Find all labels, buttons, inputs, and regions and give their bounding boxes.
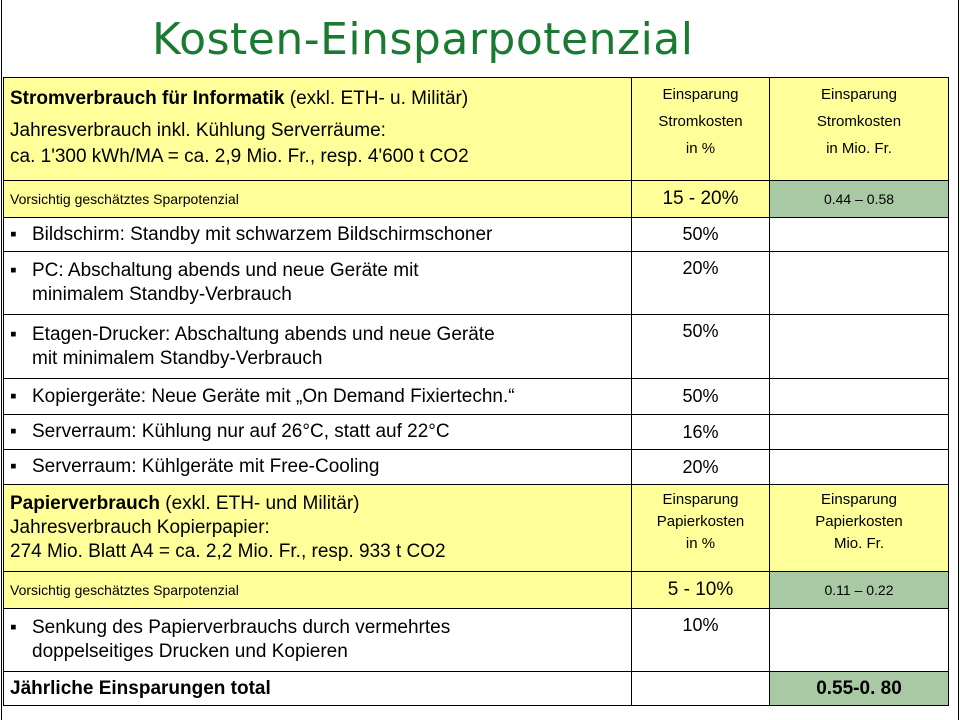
strom-heading-cell [4, 78, 632, 181]
item-line: Serverraum: Kühlung nur auf 26°C, statt auf 22°C [32, 421, 450, 442]
papier-heading-cell [4, 485, 632, 572]
total-row [4, 672, 949, 706]
strom-estimate-range: 0.44 – 0.58 [770, 181, 949, 218]
empty-cell [770, 315, 949, 379]
papier-header-row [4, 485, 949, 572]
strom-heading-rest: (exkl. ETH- u. Militär) [284, 88, 469, 109]
page-title: Kosten-Einsparpotenzial [152, 14, 694, 65]
col3-head-line: Papierkosten [815, 513, 903, 530]
table-row [4, 315, 949, 379]
empty-cell [770, 379, 949, 415]
item-value: 16% [632, 415, 770, 450]
item-text [4, 218, 632, 252]
table-row [4, 218, 949, 252]
col3-head-line: Einsparung [821, 86, 897, 103]
item-text [4, 609, 632, 672]
papier-line1: Jahresverbrauch Kopierpapier: [10, 517, 270, 538]
papier-estimate-pct: 5 - 10% [632, 572, 770, 609]
item-text [4, 315, 632, 379]
empty-cell [770, 218, 949, 252]
item-line: mit minimalem Standby-Verbrauch [32, 347, 323, 369]
bullet-icon: ▪ [10, 617, 17, 638]
table-row [4, 379, 949, 415]
col2-head-line: in % [685, 140, 716, 157]
right-border [958, 0, 959, 720]
strom-col2-head [632, 78, 770, 181]
col2-head-line: Papierkosten [656, 513, 745, 530]
papier-estimate-label: Vorsichtig geschätztes Sparpotenzial [4, 572, 632, 609]
item-text [4, 252, 632, 315]
papier-estimate-row [4, 572, 949, 609]
empty-cell [632, 672, 770, 706]
col2-head-line: Einsparung [662, 491, 739, 508]
item-line: minimalem Standby-Verbrauch [32, 284, 292, 305]
papier-estimate-range: 0.11 – 0.22 [770, 572, 949, 609]
strom-line1: Jahresverbrauch inkl. Kühlung Serverräume: [10, 120, 386, 141]
table-row [4, 252, 949, 315]
bullet-icon: ▪ [10, 223, 17, 245]
table-row [4, 609, 949, 672]
table-row [4, 415, 949, 450]
empty-cell [770, 609, 949, 672]
bullet-icon: ▪ [10, 385, 17, 407]
col3-head-line: Einsparung [821, 491, 897, 508]
papier-line2: 274 Mio. Blatt A4 = ca. 2,2 Mio. Fr., resp. 933 t CO2 [10, 541, 446, 562]
strom-estimate-label: Vorsichtig geschätztes Sparpotenzial [4, 181, 632, 218]
item-value: 50% [632, 379, 770, 415]
bullet-icon: ▪ [10, 323, 17, 345]
papier-col3-head [770, 485, 949, 572]
col3-head-line: in Mio. Fr. [826, 140, 892, 157]
item-text [4, 450, 632, 485]
col2-head-line: Stromkosten [658, 113, 743, 130]
col3-head-line: Mio. Fr. [833, 535, 884, 552]
item-line: Senkung des Papierverbrauchs durch vermehrtes [32, 617, 451, 638]
item-value: 50% [632, 315, 770, 379]
left-border [1, 0, 2, 720]
item-value: 50% [632, 218, 770, 252]
bullet-icon: ▪ [10, 456, 17, 477]
col3-head-line: Stromkosten [816, 113, 902, 130]
savings-table [3, 77, 949, 706]
item-line: doppelseitiges Drucken und Kopieren [32, 641, 348, 662]
col2-head-line: Einsparung [662, 86, 739, 103]
strom-line2: ca. 1'300 kWh/MA = ca. 2,9 Mio. Fr., resp. 4'600 t CO2 [10, 146, 469, 167]
empty-cell [770, 415, 949, 450]
item-line: Bildschirm: Standby mit schwarzem Bildschirmschoner [32, 223, 493, 245]
bullet-icon: ▪ [10, 421, 17, 442]
empty-cell [770, 252, 949, 315]
papier-heading-rest: (exkl. ETH- und Militär) [159, 493, 360, 514]
item-value: 10% [632, 609, 770, 672]
item-line: Kopiergeräte: Neue Geräte mit „On Demand Fixiertechn.“ [32, 385, 515, 407]
empty-cell [770, 450, 949, 485]
total-value: 0.55-0. 80 [770, 672, 949, 706]
item-line: Etagen-Drucker: Abschaltung abends und neue Geräte [32, 323, 495, 345]
strom-header-row [4, 78, 949, 181]
papier-heading-bold: Papierverbrauch [10, 493, 160, 514]
strom-col3-head [770, 78, 949, 181]
item-line: PC: Abschaltung abends und neue Geräte mit [32, 260, 419, 281]
bullet-icon: ▪ [10, 260, 17, 281]
strom-estimate-row [4, 181, 949, 218]
papier-col2-head [632, 485, 770, 572]
total-label: Jährliche Einsparungen total [4, 672, 632, 706]
item-text [4, 415, 632, 450]
col2-head-line: in % [685, 535, 716, 552]
item-line: Serverraum: Kühlgeräte mit Free-Cooling [32, 456, 380, 477]
strom-heading-bold: Stromverbrauch für Informatik [10, 88, 285, 109]
table-row [4, 450, 949, 485]
item-text [4, 379, 632, 415]
strom-estimate-pct: 15 - 20% [632, 181, 770, 218]
item-value: 20% [632, 252, 770, 315]
item-value: 20% [632, 450, 770, 485]
